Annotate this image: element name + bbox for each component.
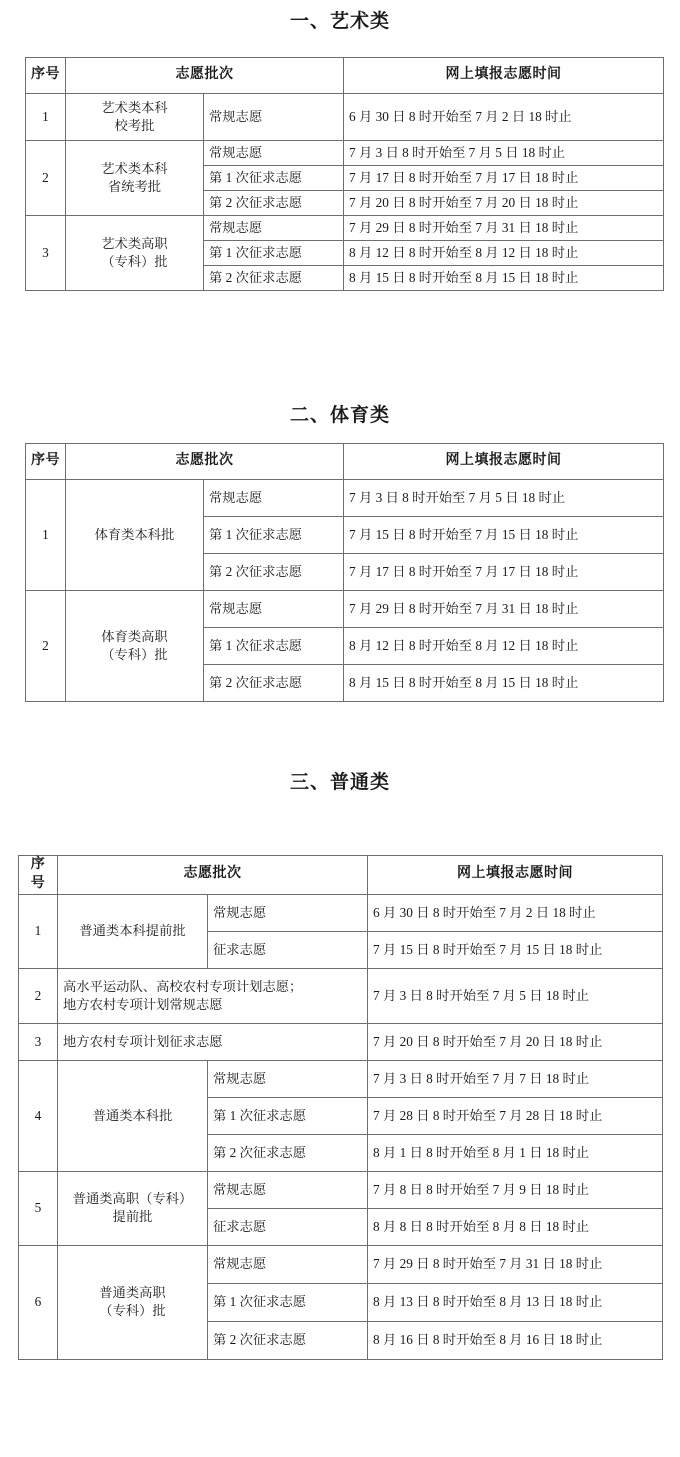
cell-batch: 普通类本科提前批 — [58, 894, 208, 968]
header-time: 网上填报志愿时间 — [344, 444, 664, 480]
cell-sub-label: 第 1 次征求志愿 — [208, 1097, 368, 1134]
cell-seq: 2 — [26, 591, 66, 702]
cell-sub-label: 常规志愿 — [204, 591, 344, 628]
header-seq: 序号 — [26, 58, 66, 94]
cell-time: 7 月 15 日 8 时开始至 7 月 15 日 18 时止 — [344, 517, 664, 554]
section-title-art: 一、艺术类 — [289, 11, 390, 32]
table-header-row — [19, 856, 663, 895]
cell-seq: 2 — [19, 968, 58, 1023]
cell-sub-label: 第 2 次征求志愿 — [204, 554, 344, 591]
table-row — [19, 1060, 663, 1097]
cell-batch: 体育类高职 （专科）批 — [66, 591, 204, 702]
cell-sub-label: 第 1 次征求志愿 — [204, 166, 344, 191]
table-sport-body — [26, 444, 664, 702]
cell-time: 7 月 3 日 8 时开始至 7 月 7 日 18 时止 — [368, 1060, 663, 1097]
table-row — [26, 480, 664, 517]
table-row — [26, 141, 664, 166]
cell-sub-label: 第 1 次征求志愿 — [204, 628, 344, 665]
cell-time: 8 月 15 日 8 时开始至 8 月 15 日 18 时止 — [344, 665, 664, 702]
table-row — [19, 1171, 663, 1208]
cell-time: 7 月 3 日 8 时开始至 7 月 5 日 18 时止 — [344, 480, 664, 517]
cell-time: 8 月 16 日 8 时开始至 8 月 16 日 18 时止 — [368, 1321, 663, 1359]
table-sport-wrapper — [0, 443, 680, 702]
cell-time: 7 月 17 日 8 时开始至 7 月 17 日 18 时止 — [344, 554, 664, 591]
table-art — [25, 57, 664, 291]
table-header-row — [26, 444, 664, 480]
table-row — [19, 1023, 663, 1060]
cell-batch: 地方农村专项计划征求志愿 — [58, 1023, 368, 1060]
cell-sub-label: 常规志愿 — [208, 1245, 368, 1283]
table-art-wrapper — [0, 57, 680, 291]
cell-sub-label: 常规志愿 — [204, 141, 344, 166]
table-row — [26, 216, 664, 241]
cell-batch: 普通类高职 （专科）批 — [58, 1245, 208, 1359]
cell-time: 7 月 8 日 8 时开始至 7 月 9 日 18 时止 — [368, 1171, 663, 1208]
cell-seq: 5 — [19, 1171, 58, 1245]
cell-time: 8 月 1 日 8 时开始至 8 月 1 日 18 时止 — [368, 1134, 663, 1171]
table-header-row — [26, 58, 664, 94]
cell-sub-label: 常规志愿 — [208, 894, 368, 931]
table-general-body — [19, 856, 663, 1360]
cell-time: 7 月 28 日 8 时开始至 7 月 28 日 18 时止 — [368, 1097, 663, 1134]
header-time: 网上填报志愿时间 — [368, 856, 663, 895]
cell-seq: 3 — [26, 216, 66, 291]
cell-seq: 1 — [26, 94, 66, 141]
cell-sub-label: 常规志愿 — [208, 1060, 368, 1097]
cell-sub-label: 常规志愿 — [208, 1171, 368, 1208]
cell-sub-label: 第 2 次征求志愿 — [204, 266, 344, 291]
cell-time: 6 月 30 日 8 时开始至 7 月 2 日 18 时止 — [368, 894, 663, 931]
cell-time: 7 月 20 日 8 时开始至 7 月 20 日 18 时止 — [344, 191, 664, 216]
header-seq: 序号 — [19, 856, 58, 895]
table-sport — [25, 443, 664, 702]
section-title-art-wrapper — [0, 6, 680, 33]
cell-seq: 1 — [26, 480, 66, 591]
header-time: 网上填报志愿时间 — [344, 58, 664, 94]
section-title-general: 三、普通类 — [289, 772, 390, 793]
cell-seq: 3 — [19, 1023, 58, 1060]
cell-time: 7 月 17 日 8 时开始至 7 月 17 日 18 时止 — [344, 166, 664, 191]
cell-time: 7 月 20 日 8 时开始至 7 月 20 日 18 时止 — [368, 1023, 663, 1060]
cell-batch: 高水平运动队、高校农村专项计划志愿； 地方农村专项计划常规志愿 — [58, 968, 368, 1023]
header-seq: 序号 — [26, 444, 66, 480]
cell-time: 8 月 15 日 8 时开始至 8 月 15 日 18 时止 — [344, 266, 664, 291]
cell-sub-label: 常规志愿 — [204, 94, 344, 141]
cell-sub-label: 常规志愿 — [204, 480, 344, 517]
cell-sub-label: 常规志愿 — [204, 216, 344, 241]
cell-sub-label: 第 2 次征求志愿 — [208, 1321, 368, 1359]
cell-sub-label: 第 2 次征求志愿 — [208, 1134, 368, 1171]
header-batch: 志愿批次 — [66, 444, 344, 480]
header-batch: 志愿批次 — [66, 58, 344, 94]
cell-time: 7 月 29 日 8 时开始至 7 月 31 日 18 时止 — [344, 591, 664, 628]
section-title-general-wrapper — [0, 767, 680, 794]
table-art-body — [26, 58, 664, 291]
cell-seq: 2 — [26, 141, 66, 216]
cell-time: 8 月 12 日 8 时开始至 8 月 12 日 18 时止 — [344, 628, 664, 665]
cell-time: 7 月 29 日 8 时开始至 7 月 31 日 18 时止 — [344, 216, 664, 241]
cell-sub-label: 征求志愿 — [208, 1208, 368, 1245]
table-row — [26, 94, 664, 141]
cell-sub-label: 征求志愿 — [208, 931, 368, 968]
cell-time: 7 月 3 日 8 时开始至 7 月 5 日 18 时止 — [368, 968, 663, 1023]
cell-sub-label: 第 1 次征求志愿 — [204, 241, 344, 266]
cell-time: 7 月 15 日 8 时开始至 7 月 15 日 18 时止 — [368, 931, 663, 968]
cell-time: 7 月 29 日 8 时开始至 7 月 31 日 18 时止 — [368, 1245, 663, 1283]
cell-batch: 普通类本科批 — [58, 1060, 208, 1171]
table-row — [26, 591, 664, 628]
cell-seq: 4 — [19, 1060, 58, 1171]
header-batch: 志愿批次 — [58, 856, 368, 895]
section-title-sport: 二、体育类 — [289, 405, 390, 426]
cell-time: 8 月 8 日 8 时开始至 8 月 8 日 18 时止 — [368, 1208, 663, 1245]
cell-sub-label: 第 2 次征求志愿 — [204, 665, 344, 702]
cell-time: 8 月 12 日 8 时开始至 8 月 12 日 18 时止 — [344, 241, 664, 266]
cell-batch: 普通类高职（专科） 提前批 — [58, 1171, 208, 1245]
cell-batch: 艺术类本科 校考批 — [66, 94, 204, 141]
cell-time: 7 月 3 日 8 时开始至 7 月 5 日 18 时止 — [344, 141, 664, 166]
cell-seq: 1 — [19, 894, 58, 968]
table-row — [19, 894, 663, 931]
cell-batch: 体育类本科批 — [66, 480, 204, 591]
cell-sub-label: 第 1 次征求志愿 — [208, 1283, 368, 1321]
table-general — [18, 855, 663, 1360]
cell-sub-label: 第 2 次征求志愿 — [204, 191, 344, 216]
cell-sub-label: 第 1 次征求志愿 — [204, 517, 344, 554]
section-title-sport-wrapper — [0, 400, 680, 427]
cell-batch: 艺术类高职 （专科）批 — [66, 216, 204, 291]
table-general-wrapper — [0, 855, 680, 1360]
table-row — [19, 968, 663, 1023]
cell-time: 6 月 30 日 8 时开始至 7 月 2 日 18 时止 — [344, 94, 664, 141]
cell-batch: 艺术类本科 省统考批 — [66, 141, 204, 216]
table-row — [19, 1245, 663, 1283]
cell-time: 8 月 13 日 8 时开始至 8 月 13 日 18 时止 — [368, 1283, 663, 1321]
cell-seq: 6 — [19, 1245, 58, 1359]
